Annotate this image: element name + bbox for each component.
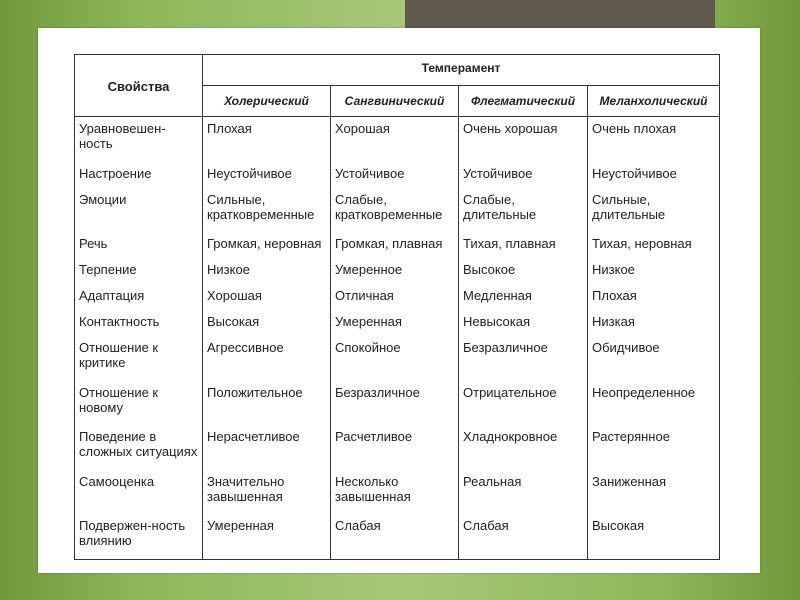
table-cell: Плохая	[203, 117, 331, 162]
header-properties: Свойства	[75, 55, 203, 117]
table-cell: Положительное	[203, 381, 331, 426]
table-row	[75, 514, 720, 559]
header-melancholic: Меланхолический	[588, 86, 720, 117]
table-cell: Умеренная	[203, 514, 331, 559]
row-label: Самооценка	[75, 470, 203, 515]
table-cell: Агрессивное	[203, 336, 331, 381]
table-cell: Низкое	[203, 258, 331, 284]
table-cell: Медленная	[459, 284, 588, 310]
table-cell: Очень плохая	[588, 117, 720, 162]
row-label: Речь	[75, 232, 203, 258]
table-cell: Отличная	[331, 284, 459, 310]
table-cell: Высокое	[459, 258, 588, 284]
table-cell: Отрицательное	[459, 381, 588, 426]
row-label: Уравновешен-ность	[75, 117, 203, 162]
table-cell: Умеренная	[331, 310, 459, 336]
table-cell: Низкая	[588, 310, 720, 336]
table-row	[75, 425, 720, 470]
table-cell: Устойчивое	[331, 162, 459, 188]
table-row	[75, 310, 720, 336]
table-cell: Хорошая	[331, 117, 459, 162]
table-cell: Высокая	[203, 310, 331, 336]
table-cell: Неустойчивое	[203, 162, 331, 188]
table-cell: Слабая	[459, 514, 588, 559]
table-cell: Хладнокровное	[459, 425, 588, 470]
table-cell: Значительно завышенная	[203, 470, 331, 515]
table-cell: Хорошая	[203, 284, 331, 310]
table-row	[75, 117, 720, 162]
table-cell: Безразличное	[331, 381, 459, 426]
table-cell: Очень хорошая	[459, 117, 588, 162]
table-cell: Реальная	[459, 470, 588, 515]
table-row	[75, 162, 720, 188]
row-label: Контактность	[75, 310, 203, 336]
table-cell: Безразличное	[459, 336, 588, 381]
header-choleric: Холерический	[203, 86, 331, 117]
header-phlegmatic: Флегматический	[459, 86, 588, 117]
table-cell: Невысокая	[459, 310, 588, 336]
header-sanguine: Сангвинический	[331, 86, 459, 117]
table-cell: Высокая	[588, 514, 720, 559]
table-cell: Слабые, кратковременные	[331, 188, 459, 233]
header-temperament: Темперамент	[203, 55, 720, 86]
table-cell: Сильные, длительные	[588, 188, 720, 233]
row-label: Подвержен-ность влиянию	[75, 514, 203, 559]
table-cell: Неопределенное	[588, 381, 720, 426]
row-label: Настроение	[75, 162, 203, 188]
table-cell: Умеренное	[331, 258, 459, 284]
row-label: Адаптация	[75, 284, 203, 310]
table-cell: Устойчивое	[459, 162, 588, 188]
table-cell: Расчетливое	[331, 425, 459, 470]
table-row	[75, 470, 720, 515]
temperament-table-container	[74, 54, 719, 560]
table-cell: Слабые, длительные	[459, 188, 588, 233]
table-cell: Слабая	[331, 514, 459, 559]
table-row	[75, 258, 720, 284]
table-cell: Нерасчетливое	[203, 425, 331, 470]
table-cell: Обидчивое	[588, 336, 720, 381]
table-row	[75, 381, 720, 426]
table-cell: Растерянное	[588, 425, 720, 470]
table-cell: Неустойчивое	[588, 162, 720, 188]
table-cell: Плохая	[588, 284, 720, 310]
table-cell: Тихая, неровная	[588, 232, 720, 258]
decorative-header-bar	[405, 0, 715, 28]
table-cell: Заниженная	[588, 470, 720, 515]
row-label: Эмоции	[75, 188, 203, 233]
row-label: Терпение	[75, 258, 203, 284]
table-cell: Спокойное	[331, 336, 459, 381]
temperament-table	[74, 54, 720, 560]
table-cell: Низкое	[588, 258, 720, 284]
table-cell: Несколько завышенная	[331, 470, 459, 515]
table-row	[75, 188, 720, 233]
table-cell: Громкая, неровная	[203, 232, 331, 258]
table-cell: Громкая, плавная	[331, 232, 459, 258]
table-row	[75, 284, 720, 310]
table-cell: Сильные, кратковременные	[203, 188, 331, 233]
row-label: Отношение к критике	[75, 336, 203, 381]
row-label: Отношение к новому	[75, 381, 203, 426]
table-row	[75, 336, 720, 381]
table-row	[75, 232, 720, 258]
row-label: Поведение в сложных ситуациях	[75, 425, 203, 470]
slide-page	[38, 28, 760, 573]
table-cell: Тихая, плавная	[459, 232, 588, 258]
